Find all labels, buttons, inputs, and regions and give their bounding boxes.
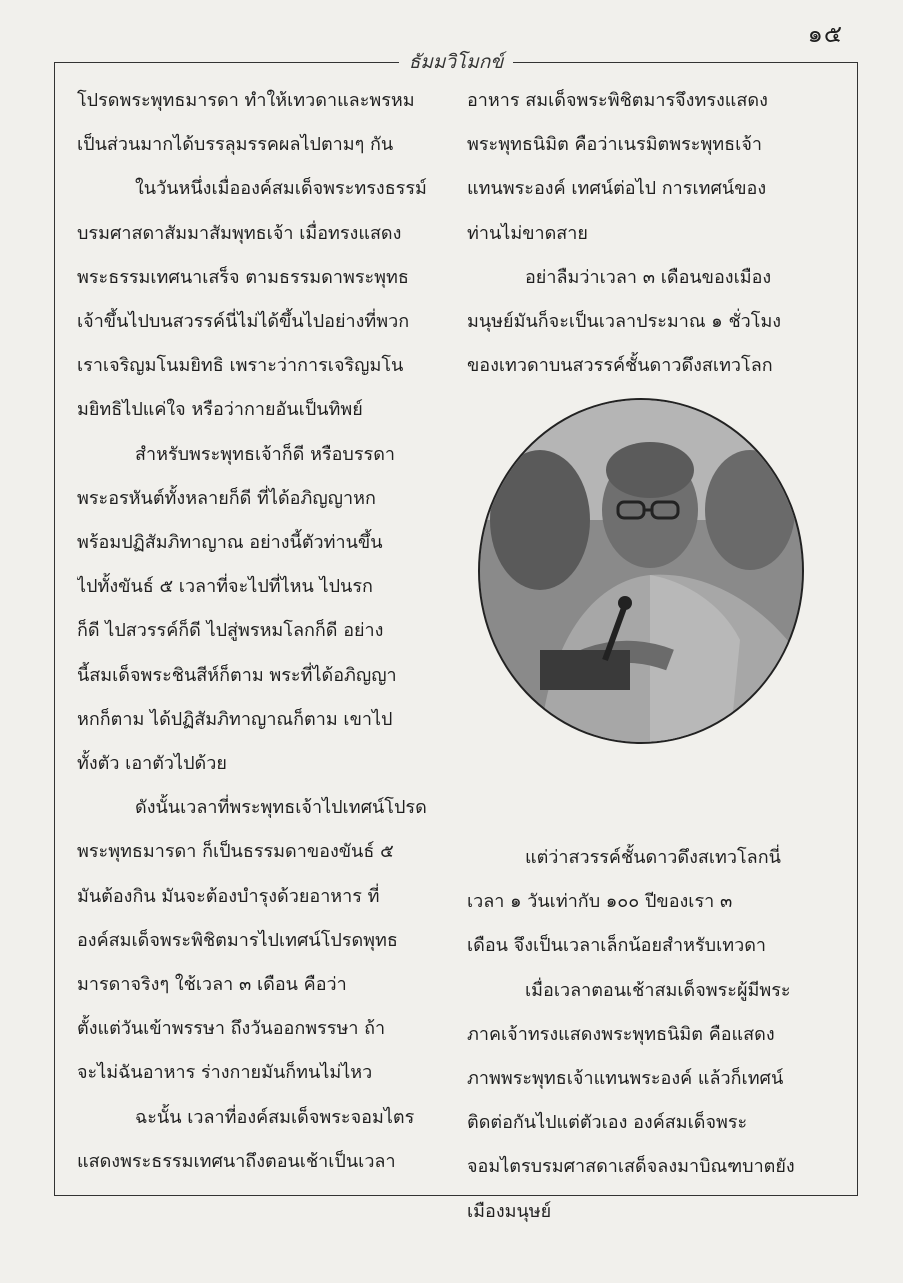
text-line: หกก็ตาม ได้ปฏิสัมภิทาญาณก็ตาม เขาไป <box>77 708 393 730</box>
text-line: ของเทวดาบนสวรรค์ชั้นดาวดึงสเทวโลก <box>467 355 773 377</box>
portrait-illustration <box>480 400 802 742</box>
text-line: โปรดพระพุทธมารดา ทำให้เทวดาและพรหม <box>77 90 415 111</box>
text-line: มันต้องกิน มันจะต้องบำรุงด้วยอาหาร ที่ <box>77 885 380 907</box>
text-line: พระพุทธมารดา ก็เป็นธรรมดาของขันธ์ ๕ <box>77 841 394 863</box>
text-line: ตั้งแต่วันเข้าพรรษา ถึงวันออกพรรษา ถ้า <box>77 1018 386 1040</box>
left-column <box>77 79 447 1184</box>
text-line: เป็นส่วนมากได้บรรลุมรรคผลไปตามๆ กัน <box>77 134 394 156</box>
text-line: จอมไตรบรมศาสดาเสด็จลงมาบิณฑบาตยัง <box>467 1156 795 1178</box>
text-line: พระธรรมเทศนาเสร็จ ตามธรรมดาพระพุทธ <box>77 266 409 288</box>
text-line: เราเจริญมโนมยิทธิ เพราะว่าการเจริญมโน <box>77 355 404 377</box>
text-line: ภาคเจ้าทรงแสดงพระพุทธนิมิต คือแสดง <box>467 1023 775 1045</box>
right-column-top <box>467 79 837 388</box>
text-line: มนุษย์มันก็จะเป็นเวลาประมาณ ๑ ชั่วโมง <box>467 311 782 333</box>
text-line: พระพุทธนิมิต คือว่าเนรมิตพระพุทธเจ้า <box>467 134 762 156</box>
header-title: ธัมมวิโมกข์ <box>399 51 514 73</box>
text-line: พร้อมปฏิสัมภิทาญาณ อย่างนี้ตัวท่านขึ้น <box>77 532 383 554</box>
text-line: มยิทธิไปแค่ใจ หรือว่ากายอันเป็นทิพย์ <box>77 399 363 421</box>
text-line: องค์สมเด็จพระพิชิตมารไปเทศน์โปรดพุทธ <box>77 929 398 951</box>
text-line: บรมศาสดาสัมมาสัมพุทธเจ้า เมื่อทรงแสดง <box>77 222 402 244</box>
text-line: นี้สมเด็จพระชินสีห์ก็ตาม พระที่ได้อภิญญา <box>77 664 397 686</box>
text-line: อาหาร สมเด็จพระพิชิตมารจึงทรงแสดง <box>467 90 768 111</box>
text-line: ก็ดี ไปสวรรค์ก็ดี ไปสู่พรหมโลกก็ดี อย่าง <box>77 620 384 642</box>
text-line: เมืองมนุษย์ <box>467 1200 552 1222</box>
right-column-bottom <box>467 836 837 1234</box>
monk-portrait-photo <box>478 398 804 744</box>
text-line: แต่ว่าสวรรค์ชั้นดาวดึงสเทวโลกนี่ <box>525 847 781 868</box>
text-line: เมื่อเวลาตอนเช้าสมเด็จพระผู้มีพระ <box>525 979 791 1001</box>
running-header <box>55 47 857 77</box>
text-line: พระอรหันต์ทั้งหลายก็ดี ที่ได้อภิญญาหก <box>77 487 376 509</box>
text-line: อย่าลืมว่าเวลา ๓ เดือนของเมือง <box>525 266 772 288</box>
text-line: ไปทั้งขันธ์ ๕ เวลาที่จะไปที่ไหน ไปนรก <box>77 576 373 598</box>
page-frame <box>54 51 858 1222</box>
page-number: ๑๕ <box>807 20 843 48</box>
text-line: ภาพพระพุทธเจ้าแทนพระองค์ แล้วก็เทศน์ <box>467 1068 784 1090</box>
text-line: แสดงพระธรรมเทศนาถึงตอนเช้าเป็นเวลา <box>77 1150 396 1172</box>
text-line: เดือน จึงเป็นเวลาเล็กน้อยสำหรับเทวดา <box>467 935 767 957</box>
text-line: มารดาจริงๆ ใช้เวลา ๓ เดือน คือว่า <box>77 974 347 996</box>
text-line: ติดต่อกันไปแต่ตัวเอง องค์สมเด็จพระ <box>467 1112 748 1134</box>
text-line: ทั้งตัว เอาตัวไปด้วย <box>77 753 227 775</box>
text-line: ดังนั้นเวลาที่พระพุทธเจ้าไปเทศน์โปรด <box>135 797 427 819</box>
text-line: ในวันหนึ่งเมื่อองค์สมเด็จพระทรงธรรม์ <box>135 178 427 200</box>
text-line: แทนพระองค์ เทศน์ต่อไป การเทศน์ของ <box>467 178 767 200</box>
text-line: ท่านไม่ขาดสาย <box>467 222 588 244</box>
text-line: เวลา ๑ วันเท่ากับ ๑๐๐ ปีของเรา ๓ <box>467 891 733 913</box>
text-line: สำหรับพระพุทธเจ้าก็ดี หรือบรรดา <box>135 443 395 465</box>
text-line: ฉะนั้น เวลาที่องค์สมเด็จพระจอมไตร <box>135 1106 415 1128</box>
text-line: จะไม่ฉันอาหาร ร่างกายมันก็ทนไม่ไหว <box>77 1062 373 1084</box>
text-line: เจ้าขึ้นไปบนสวรรค์นี่ไม่ได้ขึ้นไปอย่างที่พวก <box>77 311 410 333</box>
